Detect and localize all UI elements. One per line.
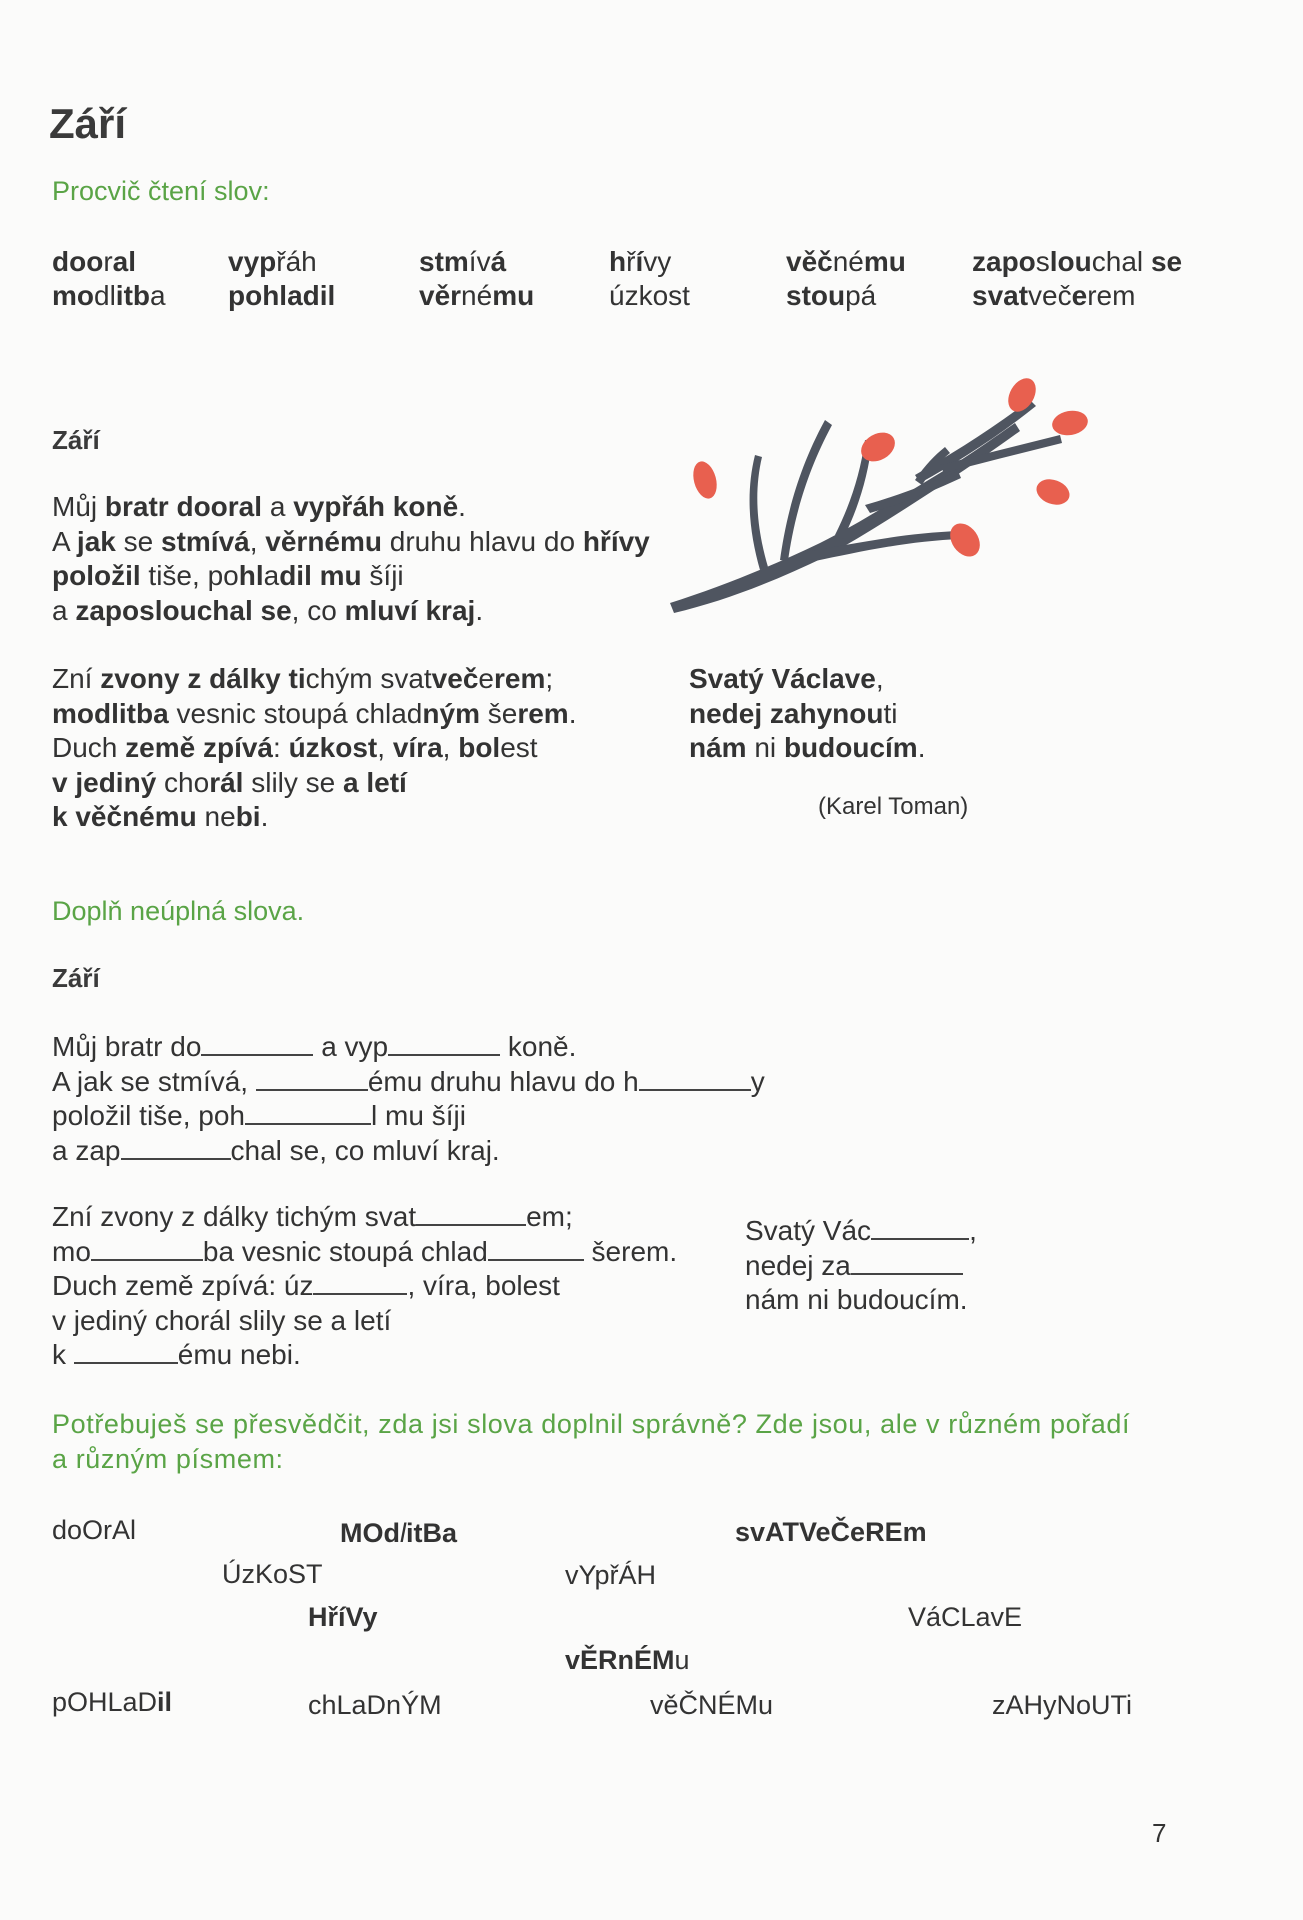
poem-line: nedej zahynouti (689, 697, 898, 729)
exercise-stanza-2 (52, 1200, 677, 1373)
blank-field[interactable] (313, 1269, 407, 1295)
scrambled-word: MOdlitBa (340, 1518, 458, 1548)
poem-line: Můj bratr dooral a vypřáh koně. (52, 491, 466, 522)
rosehip-branch-illustration (660, 355, 1120, 625)
rosehip-berries-icon (689, 373, 1089, 562)
scrambled-word: chLaDnÝM (308, 1690, 442, 1720)
scrambled-word: vĚRnÉMu (565, 1645, 690, 1675)
practice-instruction: Procvič čtení slov: (52, 176, 270, 206)
exercise-line: položil tiše, poh l mu šíji (52, 1100, 466, 1131)
blank-field[interactable] (388, 1030, 500, 1056)
scrambled-word: HříVy (308, 1602, 378, 1632)
scrambled-word: ÚzKoST (222, 1559, 323, 1589)
exercise-title: Září (52, 963, 100, 993)
blank-field[interactable] (851, 1249, 963, 1275)
blank-field[interactable] (488, 1235, 584, 1261)
exercise-line: A jak se stmívá, ému druhu hlavu do h y (52, 1065, 765, 1097)
exercise-line: Duch země zpívá: úz , víra, bolest (52, 1270, 560, 1301)
page-title: Září (49, 100, 127, 147)
word-column-1: dooral modlitba (52, 246, 166, 311)
exercise-line: mo ba vesnic stoupá chlad šerem. (52, 1235, 678, 1267)
exercise-stanza-3 (745, 1214, 977, 1318)
check-instruction: Potřebuješ se přesvědčit, zda jsi slova doplnil správně? Zde jsou, ale v různém pořadí a různým písmem: (52, 1409, 1131, 1474)
scrambled-word: svATVeČeREm (735, 1517, 927, 1547)
poem-author: (Karel Toman) (818, 793, 969, 820)
poem-line: položil tiše, pohladil mu šíji (52, 560, 404, 591)
exercise-line: Můj bratr do a vyp koně. (52, 1031, 577, 1062)
word-column-3: stmívá věrnému (419, 246, 535, 311)
scrambled-word: doOrAl (52, 1515, 137, 1545)
poem-line: Zní zvony z dálky tichým svatvečerem; (52, 663, 554, 694)
scrambled-word: pOHLaDil (52, 1687, 173, 1717)
poem-line: nám ni budoucím. (689, 732, 926, 763)
exercise-line: k ému nebi. (52, 1339, 301, 1370)
exercise-line: nám ni budoucím. (745, 1284, 968, 1315)
blank-field[interactable] (74, 1338, 178, 1364)
blank-field[interactable] (201, 1030, 313, 1056)
exercise-line: v jediný chorál slily se a letí (52, 1304, 392, 1336)
blank-field[interactable] (639, 1065, 751, 1091)
blank-field[interactable] (245, 1099, 371, 1125)
poem-line: a zaposlouchal se, co mluví kraj. (52, 594, 484, 626)
poem-title: Září (52, 425, 100, 455)
blank-field[interactable] (256, 1065, 368, 1091)
poem-line: Duch země zpívá: úzkost, víra, bolest (52, 732, 538, 763)
blank-field[interactable] (121, 1134, 231, 1160)
exercise-line: Svatý Vác , (745, 1215, 977, 1246)
poem-stanza-1 (52, 490, 650, 628)
word-column-4: hřívy úzkost (609, 246, 690, 311)
word-column-5: věčnému stoupá (786, 246, 906, 311)
scrambled-word: vYpřÁH (565, 1560, 657, 1590)
fill-in-instruction: Doplň neúplná slova. (52, 896, 305, 926)
blank-field[interactable] (416, 1200, 526, 1226)
scrambled-word: VáCLavE (908, 1602, 1023, 1632)
word-column-2: vypřáh pohladil (228, 246, 336, 311)
poem-line: A jak se stmívá, věrnému druhu hlavu do hřívy (52, 525, 650, 557)
exercise-stanza-1 (52, 1030, 765, 1168)
poem-stanza-3 (689, 662, 925, 766)
scrambled-word: věČNÉMu (650, 1690, 774, 1720)
scrambled-word: zAHyNoUTi (992, 1690, 1133, 1720)
exercise-line: Zní zvony z dálky tichým svat em; (52, 1201, 573, 1232)
page-number: 7 (1152, 1818, 1167, 1848)
poem-stanza-2 (52, 662, 576, 835)
poem-line: v jediný chorál slily se a letí (52, 766, 407, 798)
exercise-line: a zap chal se, co mluví kraj. (52, 1134, 500, 1166)
branch-icon (670, 400, 1062, 613)
word-column-6: zaposlouchal se svatvečerem (972, 246, 1183, 311)
blank-field[interactable] (91, 1235, 203, 1261)
poem-line: Svatý Václave, (689, 663, 884, 694)
poem-line: k věčnému nebi. (52, 801, 269, 832)
poem-line: modlitba vesnic stoupá chladným šerem. (52, 697, 577, 729)
exercise-line: nedej za (745, 1249, 977, 1284)
blank-field[interactable] (871, 1214, 969, 1240)
